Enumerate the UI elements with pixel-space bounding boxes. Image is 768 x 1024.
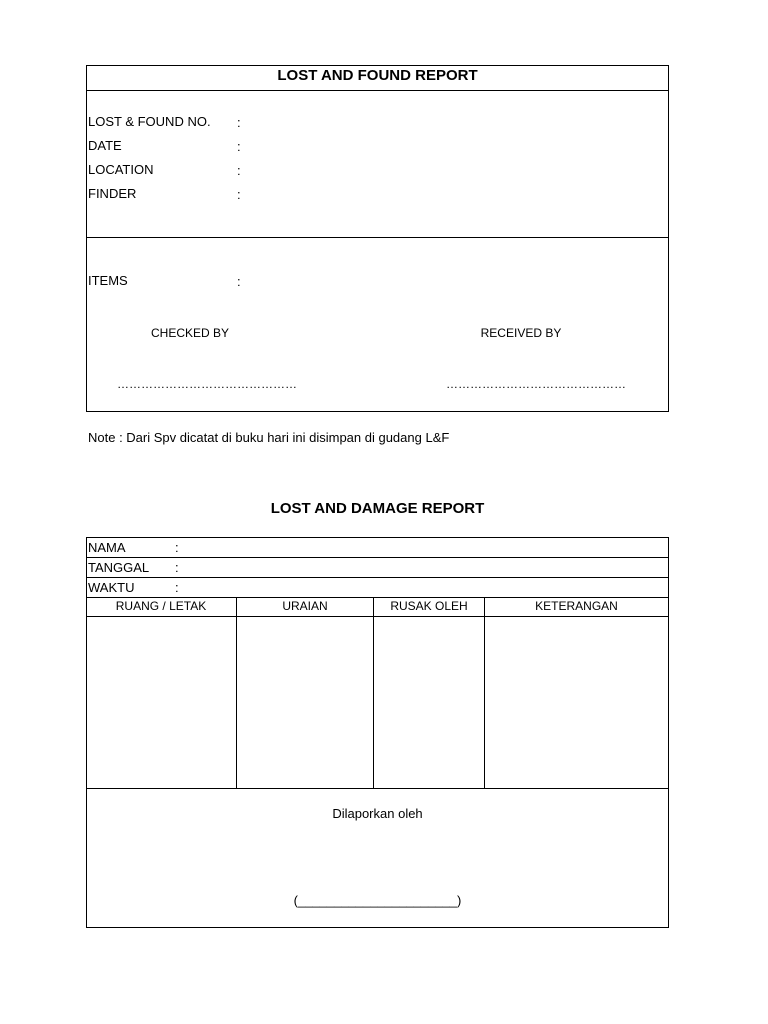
field-label-date: DATE bbox=[88, 138, 122, 153]
column-divider-3 bbox=[484, 597, 485, 789]
column-header-rusak-oleh: RUSAK OLEH bbox=[390, 599, 468, 613]
received-by-label: RECEIVED BY bbox=[480, 326, 562, 340]
field-sep-nama: : bbox=[175, 540, 179, 555]
field-label-location: LOCATION bbox=[88, 162, 154, 177]
lost-found-title: LOST AND FOUND REPORT bbox=[277, 67, 478, 84]
table-bottom-divider bbox=[86, 788, 669, 789]
field-label-finder: FINDER bbox=[88, 186, 137, 201]
lost-found-title-divider bbox=[86, 90, 669, 91]
field-sep-date: : bbox=[237, 139, 241, 154]
received-by-signature-line: ……………………………………… bbox=[446, 377, 626, 391]
reporter-signature-line: (______________________) bbox=[293, 893, 462, 908]
column-header-uraian: URAIAN bbox=[282, 599, 328, 613]
field-sep-waktu: : bbox=[175, 580, 179, 595]
field-label-waktu: WAKTU bbox=[88, 580, 135, 595]
checked-by-signature-line: ……………………………………… bbox=[117, 377, 297, 391]
checked-by-label: CHECKED BY bbox=[150, 326, 230, 340]
note-text: Note : Dari Spv dicatat di buku hari ini disimpan di gudang L&F bbox=[88, 430, 450, 445]
row-divider-3 bbox=[86, 597, 669, 598]
field-label-tanggal: TANGGAL bbox=[88, 560, 150, 575]
field-label-nama: NAMA bbox=[88, 540, 126, 555]
lost-damage-title: LOST AND DAMAGE REPORT bbox=[270, 500, 485, 517]
field-sep-items: : bbox=[237, 274, 241, 289]
field-label-lost-found-no: LOST & FOUND NO. bbox=[88, 114, 211, 129]
lost-found-section-divider bbox=[86, 237, 669, 238]
column-header-keterangan: KETERANGAN bbox=[535, 599, 618, 613]
row-divider-2 bbox=[86, 577, 669, 578]
reported-by-label: Dilaporkan oleh bbox=[332, 806, 423, 821]
field-sep-tanggal: : bbox=[175, 560, 179, 575]
column-header-ruang-letak: RUANG / LETAK bbox=[115, 599, 207, 613]
column-divider-1 bbox=[236, 597, 237, 789]
field-label-items: ITEMS bbox=[88, 273, 128, 288]
header-bottom-divider bbox=[86, 616, 669, 617]
field-sep-lost-found-no: : bbox=[237, 115, 241, 130]
row-divider-1 bbox=[86, 557, 669, 558]
column-divider-2 bbox=[373, 597, 374, 789]
lost-damage-form bbox=[86, 537, 669, 928]
field-sep-location: : bbox=[237, 163, 241, 178]
field-sep-finder: : bbox=[237, 187, 241, 202]
